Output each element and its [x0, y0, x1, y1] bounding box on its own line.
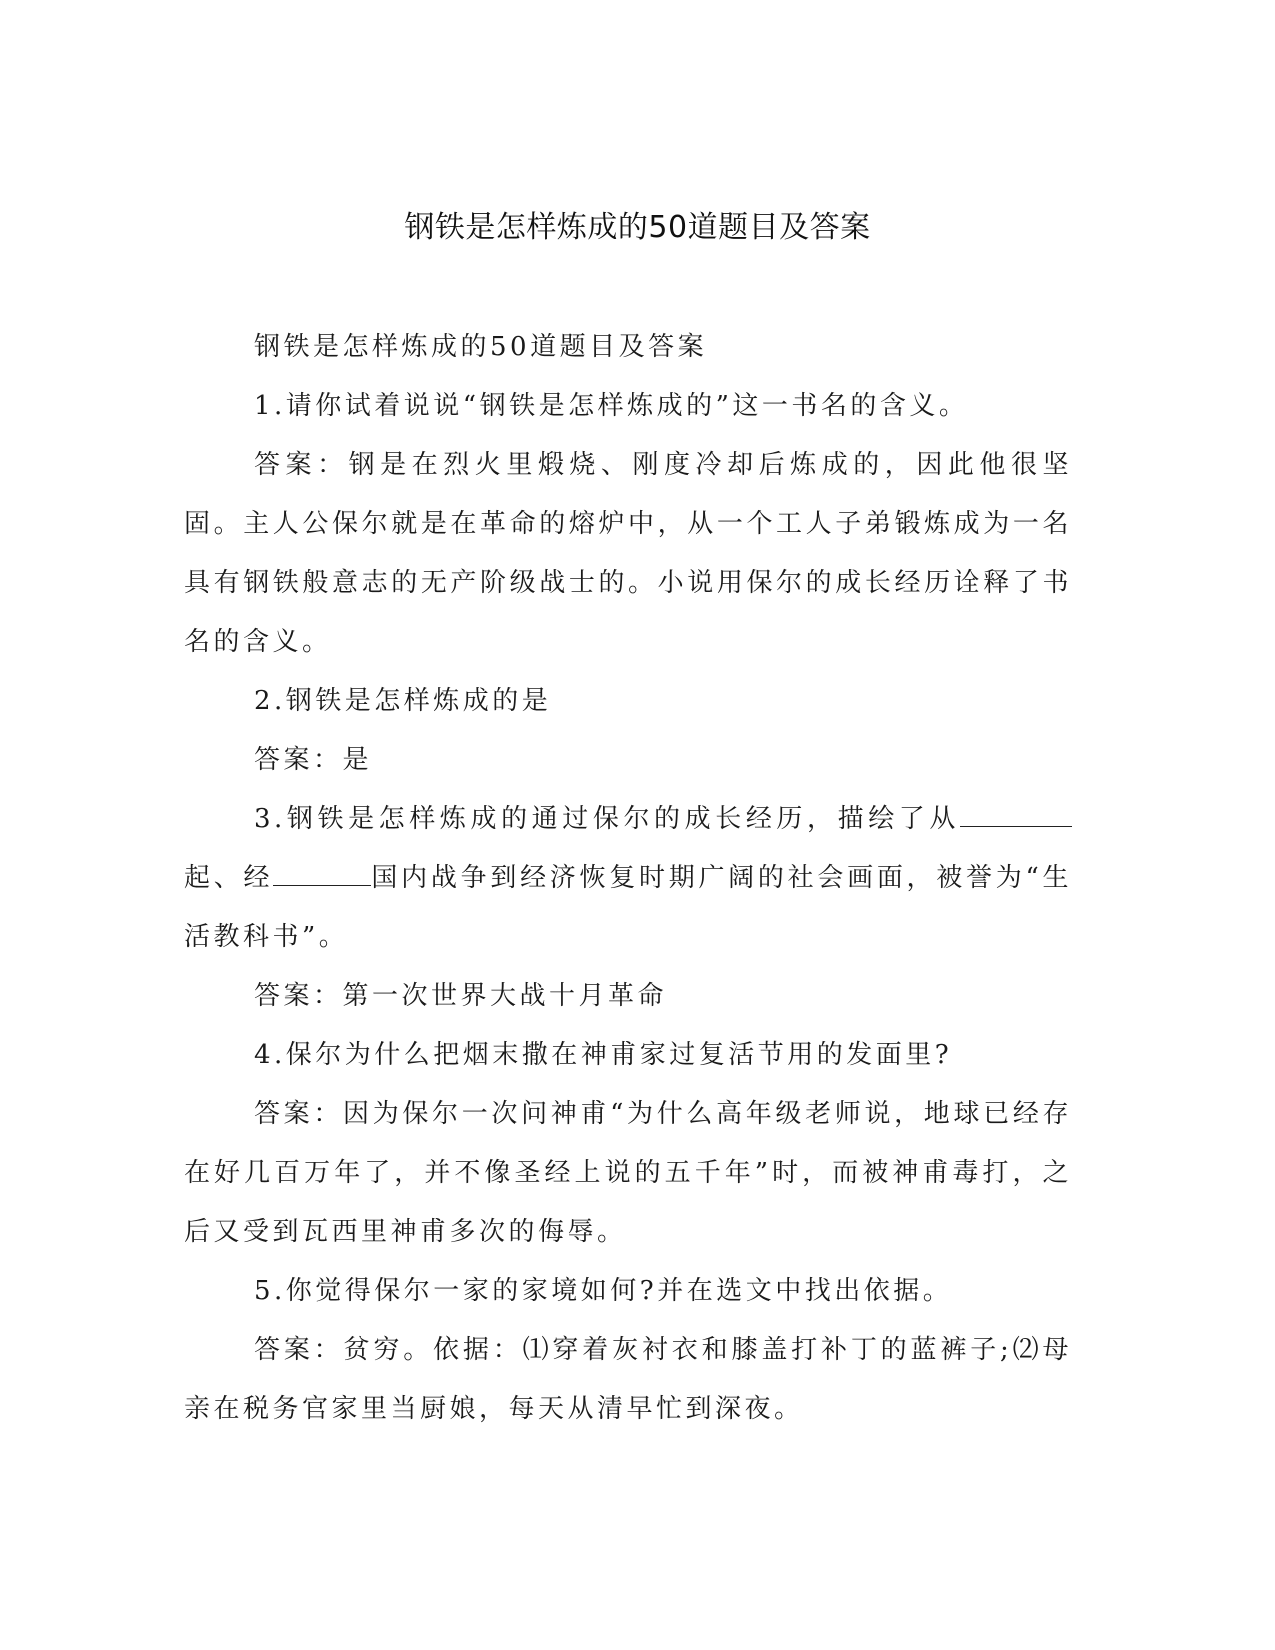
answer-3: 答案：第一次世界大战十月革命	[254, 981, 668, 1011]
question-2: 2.钢铁是怎样炼成的是	[254, 686, 552, 716]
answer-1: 答案：钢是在烈火里煅烧、刚度冷却后炼成的，因此他很坚固。主人公保尔就是在革命的熔炉中，从一个工人子弟锻炼成为一名具有钢铁般意志的无产阶级战士的。小说用保尔的成长经历诠释了书名的含义。	[184, 450, 1072, 657]
question-1: 1.请你试着说说“钢铁是怎样炼成的”这一书名的含义。	[254, 391, 969, 421]
question-3-part-1: 3.钢铁是怎样炼成的通过保尔的成长经历，描绘了从	[254, 804, 960, 834]
document-title: 钢铁是怎样炼成的50道题目及答案	[404, 210, 871, 245]
question-5: 5.你觉得保尔一家的家境如何?并在选文中找出依据。	[254, 1276, 953, 1306]
answer-5: 答案：贫穷。依据：⑴穿着灰衬衣和膝盖打补丁的蓝裤子;⑵母亲在税务官家里当厨娘，每天从清早忙到深夜。	[184, 1335, 1072, 1424]
question-3	[184, 790, 1072, 967]
fill-in-blank-2	[273, 855, 371, 886]
question-3-part-2: 起、经	[184, 863, 274, 893]
fill-in-blank-1	[960, 796, 1072, 827]
question-4: 4.保尔为什么把烟末撒在神甫家过复活节用的发面里?	[254, 1040, 953, 1070]
document-subtitle: 钢铁是怎样炼成的50道题目及答案	[254, 332, 708, 362]
answer-2: 答案：是	[254, 745, 373, 775]
document-body	[184, 318, 1072, 1439]
question-3-part-3: 国内战争到经济恢复时期广阔的社会画面，被誉为“生活教科书”。	[184, 863, 1072, 952]
answer-4: 答案：因为保尔一次问神甫“为什么高年级老师说，地球已经存在好几百万年了，并不像圣经上说的五千年”时，而被神甫毒打，之后又受到瓦西里神甫多次的侮辱。	[184, 1099, 1072, 1247]
